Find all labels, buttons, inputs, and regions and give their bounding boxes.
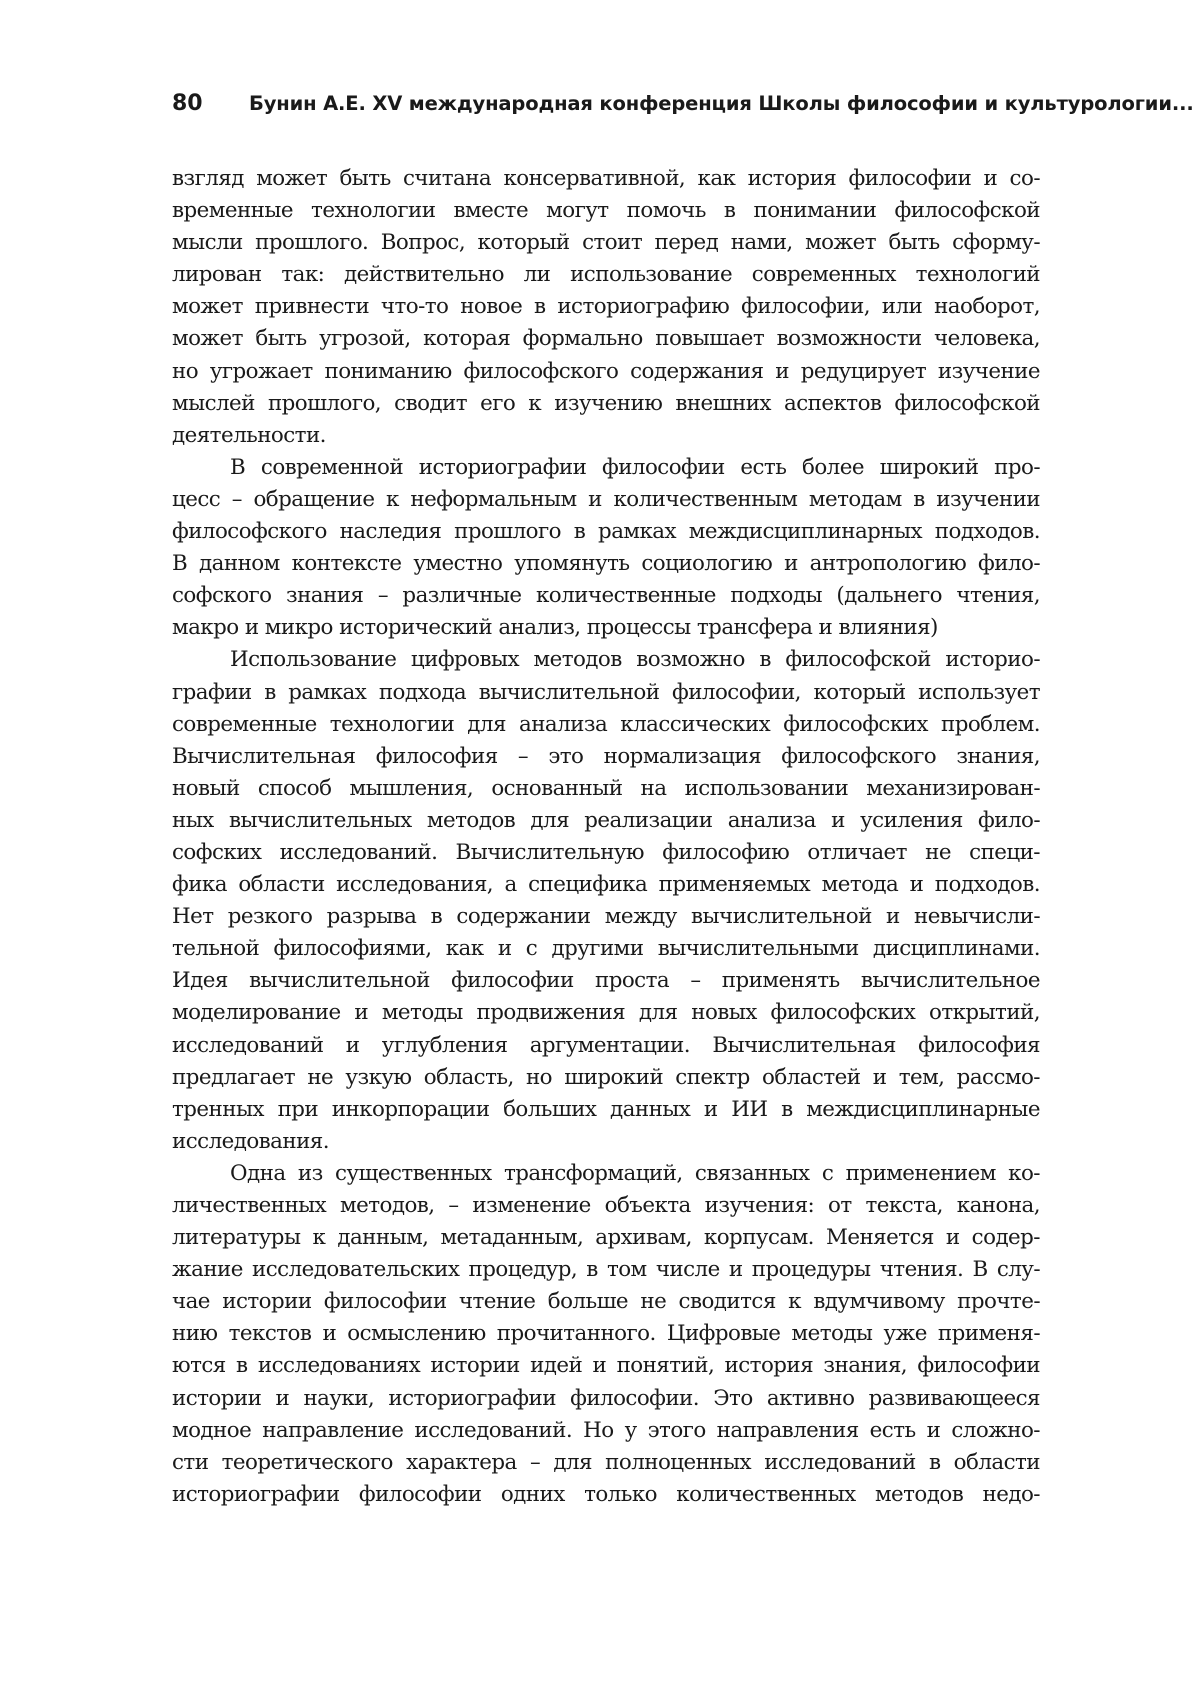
text-line: современные технологии для анализа классических философских проблем.	[172, 709, 1040, 741]
text-line: Идея вычислительной философии проста – применять вычислительное	[172, 965, 1040, 997]
text-line: исследований и углубления аргументации. Вычислительная философия	[172, 1030, 1040, 1062]
text-line: мысли прошлого. Вопрос, который стоит перед нами, может быть сформу-	[172, 227, 1040, 259]
text-line: софского знания – различные количественные подходы (дальнего чтения,	[172, 580, 1040, 612]
text-line: мыслей прошлого, сводит его к изучению внешних аспектов философской	[172, 388, 1040, 420]
text-line: моделирование и методы продвижения для новых философских открытий,	[172, 997, 1040, 1029]
text-line: В современной историографии философии есть более широкий про-	[172, 452, 1040, 484]
text-line: исследования.	[172, 1126, 1040, 1158]
text-line: чае истории философии чтение больше не сводится к вдумчивому прочте-	[172, 1286, 1040, 1318]
text-line: В данном контексте уместно упомянуть социологию и антропологию фило-	[172, 548, 1040, 580]
text-line: жание исследовательских процедур, в том числе и процедуры чтения. В слу-	[172, 1254, 1040, 1286]
running-head: Бунин А.Е. XV международная конференция Школы философии и культурологии...	[249, 84, 1194, 124]
text-line: Вычислительная философия – это нормализация философского знания,	[172, 741, 1040, 773]
text-line: графии в рамках подхода вычислительной философии, который использует	[172, 677, 1040, 709]
text-line: ются в исследованиях истории идей и понятий, история знания, философии	[172, 1350, 1040, 1382]
text-line: временные технологии вместе могут помочь в понимании философской	[172, 195, 1040, 227]
text-line: личественных методов, – изменение объекта изучения: от текста, канона,	[172, 1190, 1040, 1222]
text-line: предлагает не узкую область, но широкий спектр областей и тем, рассмо-	[172, 1062, 1040, 1094]
text-line: тельной философиями, как и с другими вычислительными дисциплинами.	[172, 933, 1040, 965]
text-line: может привнести что-то новое в историографию философии, или наоборот,	[172, 291, 1040, 323]
text-line: деятельности.	[172, 420, 1040, 452]
text-line: тренных при инкорпорации больших данных и ИИ в междисциплинарные	[172, 1094, 1040, 1126]
text-line: Нет резкого разрыва в содержании между вычислительной и невычисли-	[172, 901, 1040, 933]
text-line: ных вычислительных методов для реализации анализа и усиления фило-	[172, 805, 1040, 837]
text-line: модное направление исследований. Но у этого направления есть и сложно-	[172, 1415, 1040, 1447]
text-line: фика области исследования, а специфика применяемых метода и подходов.	[172, 869, 1040, 901]
text-line: но угрожает пониманию философского содержания и редуцирует изучение	[172, 356, 1040, 388]
text-line: истории и науки, историографии философии. Это активно развивающееся	[172, 1383, 1040, 1415]
text-line: лирован так: действительно ли использование современных технологий	[172, 259, 1040, 291]
text-line: Использование цифровых методов возможно в философской историо-	[172, 644, 1040, 676]
text-line: литературы к данным, метаданным, архивам, корпусам. Меняется и содер-	[172, 1222, 1040, 1254]
text-line: нию текстов и осмыслению прочитанного. Цифровые методы уже применя-	[172, 1318, 1040, 1350]
text-line: Одна из существенных трансформаций, связанных с применением ко-	[172, 1158, 1040, 1190]
text-line: философского наследия прошлого в рамках междисциплинарных подходов.	[172, 516, 1040, 548]
text-line: может быть угрозой, которая формально повышает возможности человека,	[172, 323, 1040, 355]
text-line: сти теоретического характера – для полноценных исследований в области	[172, 1447, 1040, 1479]
text-line: взгляд может быть считана консервативной, как история философии и со-	[172, 163, 1040, 195]
page-header	[172, 84, 1040, 124]
text-line: историографии философии одних только количественных методов недо-	[172, 1479, 1040, 1511]
text-line: новый способ мышления, основанный на использовании механизирован-	[172, 773, 1040, 805]
text-line: цесс – обращение к неформальным и количественным методам в изучении	[172, 484, 1040, 516]
page-number: 80	[172, 84, 203, 124]
text-line: макро и микро исторический анализ, процессы трансфера и влияния)	[172, 612, 1040, 644]
body-text	[172, 163, 1040, 1511]
text-line: софских исследований. Вычислительную философию отличает не специ-	[172, 837, 1040, 869]
